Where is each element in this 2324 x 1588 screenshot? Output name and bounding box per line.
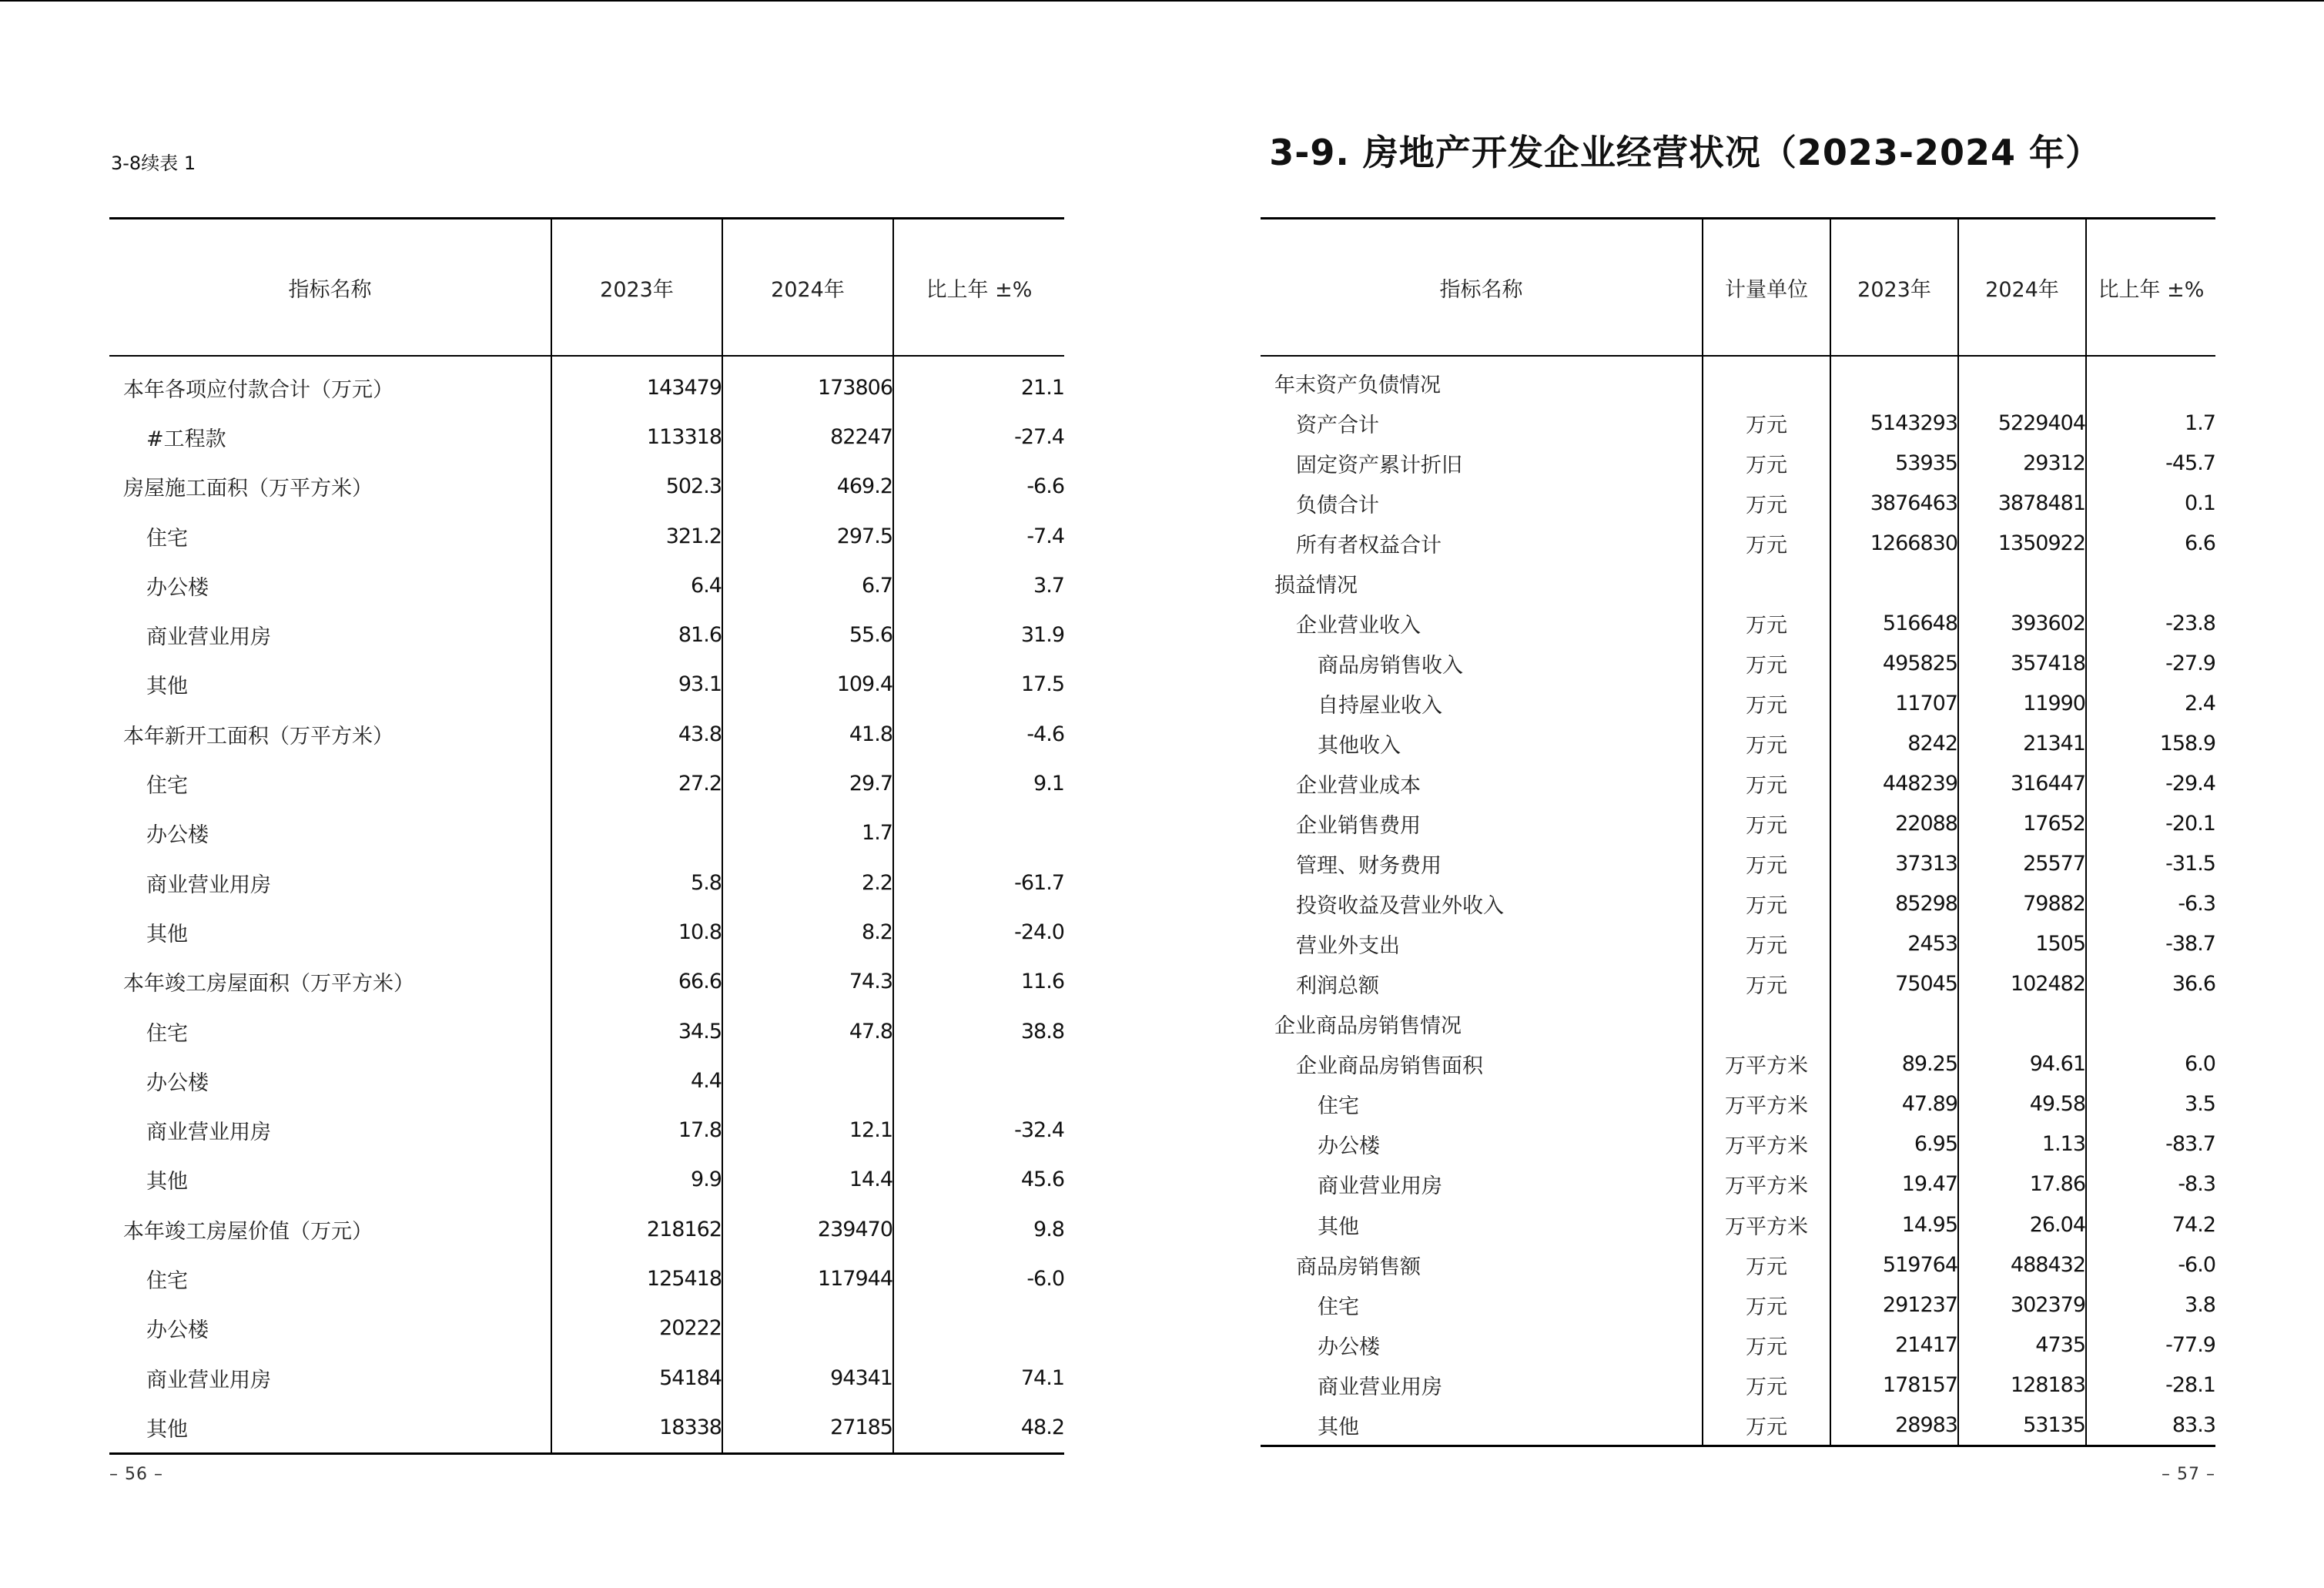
unit-cell: 万元: [1703, 603, 1830, 643]
value-change: -6.6: [893, 462, 1064, 511]
unit-cell: 万元: [1703, 443, 1830, 483]
value-2023: 66.6: [551, 957, 722, 1007]
table-row: [109, 561, 1064, 610]
section-row: [1261, 1004, 2215, 1044]
unit-cell: [1703, 563, 1830, 603]
value-2024: 5229404: [1958, 403, 2086, 443]
value-2023: 21417: [1830, 1325, 1958, 1365]
value-2024: 128183: [1958, 1365, 2086, 1405]
value-change: 0.1: [2086, 483, 2215, 523]
value-2024: 25577: [1958, 844, 2086, 884]
value-2024: 12.1: [722, 1105, 893, 1154]
header-change-percent: 比上年 ±%: [893, 219, 1064, 357]
value-2024: 17.86: [1958, 1164, 2086, 1204]
table-row: [109, 759, 1064, 808]
value-change: 9.1: [893, 759, 1064, 808]
value-change: -83.7: [2086, 1124, 2215, 1164]
table-row: [109, 1254, 1064, 1303]
value-2024: 41.8: [722, 709, 893, 759]
table-title: 3-9. 房地产开发企业经营状况（2023-2024 年）: [1269, 132, 2101, 173]
row-label: 商业营业用房: [146, 1121, 271, 1145]
value-change: 9.8: [893, 1204, 1064, 1254]
row-label: 其他: [146, 1417, 188, 1442]
value-2024: 1.13: [1958, 1124, 2086, 1164]
unit-cell: 万元: [1703, 1285, 1830, 1325]
table-header-row: [109, 219, 1064, 357]
value-2024: 49.58: [1958, 1084, 2086, 1124]
header-year-2024: 2024年: [722, 219, 893, 357]
value-2024: [722, 1056, 893, 1105]
section-label: 年末资产负债情况: [1274, 373, 1441, 397]
unit-cell: 万平方米: [1703, 1044, 1830, 1084]
row-label: 其他收入: [1318, 733, 1401, 758]
value-2024: 357418: [1958, 643, 2086, 683]
header-indicator-name: 指标名称: [109, 219, 551, 357]
row-label: 固定资产累计折旧: [1296, 453, 1462, 477]
row-label: 企业商品房销售面积: [1296, 1054, 1483, 1079]
row-label: 本年新开工面积（万平方米）: [123, 724, 393, 749]
value-2023: [1830, 356, 1958, 403]
section-row: [1261, 356, 2215, 403]
row-label: 商业营业用房: [146, 625, 271, 650]
row-label: #工程款: [146, 427, 226, 451]
row-label: 其他: [1318, 1214, 1359, 1239]
value-2023: 5.8: [551, 858, 722, 907]
value-change: 11.6: [893, 957, 1064, 1007]
value-2024: 14.4: [722, 1155, 893, 1204]
unit-cell: 万元: [1703, 763, 1830, 803]
value-2023: 34.5: [551, 1007, 722, 1056]
unit-cell: 万元: [1703, 804, 1830, 844]
value-change: 3.5: [2086, 1084, 2215, 1124]
table-row: [1261, 683, 2215, 723]
value-change: [893, 809, 1064, 858]
page-number-right: – 57 –: [2162, 1465, 2215, 1484]
value-2024: 2.2: [722, 858, 893, 907]
value-2024: 488432: [1958, 1245, 2086, 1285]
table-row: [109, 660, 1064, 709]
value-2023: 14.95: [1830, 1204, 1958, 1245]
table-row: [1261, 443, 2215, 483]
table-header-row: [1261, 219, 2215, 357]
row-label: 本年竣工房屋价值（万元）: [123, 1219, 373, 1244]
value-2024: 21341: [1958, 723, 2086, 763]
value-2024: 173806: [722, 356, 893, 412]
table-row: [109, 1304, 1064, 1353]
value-2023: 516648: [1830, 603, 1958, 643]
row-label: 利润总额: [1296, 974, 1379, 999]
header-year-2024: 2024年: [1958, 219, 2086, 357]
value-2023: 43.8: [551, 709, 722, 759]
value-2024: 74.3: [722, 957, 893, 1007]
table-row: [1261, 964, 2215, 1004]
value-2023: 19.47: [1830, 1164, 1958, 1204]
table-row: [1261, 1245, 2215, 1285]
table-row: [1261, 924, 2215, 964]
row-label: 商品房销售收入: [1318, 653, 1463, 678]
value-2023: 125418: [551, 1254, 722, 1303]
value-2023: 5143293: [1830, 403, 1958, 443]
value-2023: 3876463: [1830, 483, 1958, 523]
value-2023: 81.6: [551, 610, 722, 659]
continued-table-label: 3-8续表 1: [111, 152, 196, 174]
value-2024: 29312: [1958, 443, 2086, 483]
value-2024: 11990: [1958, 683, 2086, 723]
value-change: -29.4: [2086, 763, 2215, 803]
row-label: 其他: [146, 1170, 188, 1194]
table-row: [109, 1402, 1064, 1453]
value-2024: 302379: [1958, 1285, 2086, 1325]
unit-cell: 万元: [1703, 924, 1830, 964]
table-row: [109, 356, 1064, 412]
value-2024: 109.4: [722, 660, 893, 709]
header-change-percent: 比上年 ±%: [2086, 219, 2215, 357]
table-row: [1261, 723, 2215, 763]
row-label: 投资收益及营业外收入: [1296, 894, 1504, 919]
row-label: 其他: [1318, 1415, 1359, 1439]
value-change: -20.1: [2086, 804, 2215, 844]
value-change: -27.4: [893, 412, 1064, 461]
unit-cell: 万平方米: [1703, 1084, 1830, 1124]
value-change: 48.2: [893, 1402, 1064, 1453]
unit-cell: [1703, 356, 1830, 403]
value-2023: 502.3: [551, 462, 722, 511]
value-change: -4.6: [893, 709, 1064, 759]
value-change: -6.0: [2086, 1245, 2215, 1285]
table-row: [1261, 1325, 2215, 1365]
row-label: 商品房销售额: [1296, 1255, 1421, 1279]
table-row: [109, 610, 1064, 659]
table-row: [109, 858, 1064, 907]
table-row: [109, 462, 1064, 511]
row-label: 办公楼: [146, 1318, 209, 1343]
value-2024: 8.2: [722, 907, 893, 956]
value-2023: 6.4: [551, 561, 722, 610]
unit-cell: 万元: [1703, 884, 1830, 924]
value-2024: 94.61: [1958, 1044, 2086, 1084]
value-change: 3.7: [893, 561, 1064, 610]
table-row: [109, 1056, 1064, 1105]
value-change: -23.8: [2086, 603, 2215, 643]
row-label: 本年各项应付款合计（万元）: [123, 377, 393, 402]
value-2024: 316447: [1958, 763, 2086, 803]
row-label: 资产合计: [1296, 413, 1379, 437]
right-page: [1261, 0, 2215, 1588]
row-label: 住宅: [1318, 1295, 1359, 1319]
value-2023: 6.95: [1830, 1124, 1958, 1164]
value-change: -24.0: [893, 907, 1064, 956]
value-change: 31.9: [893, 610, 1064, 659]
value-2023: 8242: [1830, 723, 1958, 763]
value-change: 2.4: [2086, 683, 2215, 723]
unit-cell: 万平方米: [1703, 1204, 1830, 1245]
row-label: 管理、财务费用: [1296, 854, 1442, 879]
table-row: [109, 1007, 1064, 1056]
row-label: 营业外支出: [1296, 934, 1400, 959]
value-2023: [1830, 563, 1958, 603]
table-row: [1261, 844, 2215, 884]
value-change: -27.9: [2086, 643, 2215, 683]
row-label: 房屋施工面积（万平方米）: [123, 477, 373, 501]
value-change: [2086, 356, 2215, 403]
value-change: 158.9: [2086, 723, 2215, 763]
value-change: 1.7: [2086, 403, 2215, 443]
value-2024: [722, 1304, 893, 1353]
row-label: 其他: [146, 675, 188, 699]
value-change: [893, 1056, 1064, 1105]
value-2024: 29.7: [722, 759, 893, 808]
section-label: 损益情况: [1274, 573, 1358, 598]
table-row: [109, 809, 1064, 858]
header-year-2023: 2023年: [1830, 219, 1958, 357]
value-2024: 239470: [722, 1204, 893, 1254]
table-row: [1261, 1044, 2215, 1084]
value-2023: 47.89: [1830, 1084, 1958, 1124]
unit-cell: 万元: [1703, 523, 1830, 563]
table-row: [1261, 1164, 2215, 1204]
value-2024: 297.5: [722, 511, 893, 561]
table-row: [1261, 1124, 2215, 1164]
continued-statistics-table: [109, 217, 1064, 1455]
row-label: 商业营业用房: [1318, 1174, 1442, 1199]
row-label: 企业销售费用: [1296, 814, 1421, 839]
value-change: 17.5: [893, 660, 1064, 709]
value-2023: 1266830: [1830, 523, 1958, 563]
table-row: [109, 957, 1064, 1007]
value-2023: [551, 809, 722, 858]
value-2024: 469.2: [722, 462, 893, 511]
value-2023: 20222: [551, 1304, 722, 1353]
value-change: -6.3: [2086, 884, 2215, 924]
value-2024: 53135: [1958, 1405, 2086, 1446]
row-label: 办公楼: [146, 1070, 209, 1095]
value-change: 45.6: [893, 1155, 1064, 1204]
value-2023: 37313: [1830, 844, 1958, 884]
table-row: [1261, 1204, 2215, 1245]
page-number-left: – 56 –: [109, 1465, 163, 1484]
value-2024: 26.04: [1958, 1204, 2086, 1245]
row-label: 住宅: [146, 1021, 188, 1046]
section-label: 企业商品房销售情况: [1274, 1014, 1462, 1039]
header-year-2023: 2023年: [551, 219, 722, 357]
value-change: -77.9: [2086, 1325, 2215, 1365]
value-2024: 1350922: [1958, 523, 2086, 563]
value-change: 6.0: [2086, 1044, 2215, 1084]
value-2024: 55.6: [722, 610, 893, 659]
value-2023: 448239: [1830, 763, 1958, 803]
value-change: -32.4: [893, 1105, 1064, 1154]
value-2023: 495825: [1830, 643, 1958, 683]
value-change: 38.8: [893, 1007, 1064, 1056]
value-2023: 18338: [551, 1402, 722, 1453]
value-2023: 54184: [551, 1353, 722, 1402]
value-2023: 22088: [1830, 804, 1958, 844]
unit-cell: 万元: [1703, 1365, 1830, 1405]
unit-cell: 万元: [1703, 483, 1830, 523]
value-2024: 117944: [722, 1254, 893, 1303]
value-change: 36.6: [2086, 964, 2215, 1004]
table-row: [109, 1353, 1064, 1402]
value-2024: 6.7: [722, 561, 893, 610]
value-change: -31.5: [2086, 844, 2215, 884]
row-label: 其他: [146, 922, 188, 946]
value-change: -6.0: [893, 1254, 1064, 1303]
value-2023: 10.8: [551, 907, 722, 956]
value-2024: 3878481: [1958, 483, 2086, 523]
unit-cell: 万元: [1703, 1405, 1830, 1446]
table-row: [1261, 403, 2215, 443]
value-2023: 9.9: [551, 1155, 722, 1204]
value-change: -45.7: [2086, 443, 2215, 483]
value-2024: [1958, 563, 2086, 603]
unit-cell: 万元: [1703, 683, 1830, 723]
value-2023: 89.25: [1830, 1044, 1958, 1084]
value-2024: 47.8: [722, 1007, 893, 1056]
value-2024: 102482: [1958, 964, 2086, 1004]
row-label: 办公楼: [146, 823, 209, 848]
value-2023: 321.2: [551, 511, 722, 561]
value-2024: 17652: [1958, 804, 2086, 844]
value-change: 74.1: [893, 1353, 1064, 1402]
unit-cell: 万元: [1703, 1325, 1830, 1365]
table-row: [1261, 523, 2215, 563]
row-label: 企业营业成本: [1296, 773, 1421, 798]
table-row: [1261, 643, 2215, 683]
header-indicator-name: 指标名称: [1261, 219, 1703, 357]
value-2023: 519764: [1830, 1245, 1958, 1285]
unit-cell: 万元: [1703, 1245, 1830, 1285]
value-change: -7.4: [893, 511, 1064, 561]
value-2024: 79882: [1958, 884, 2086, 924]
row-label: 负债合计: [1296, 493, 1379, 518]
value-change: 74.2: [2086, 1204, 2215, 1245]
value-2023: [1830, 1004, 1958, 1044]
row-label: 商业营业用房: [146, 873, 271, 897]
left-page: [109, 0, 1064, 1588]
header-unit: 计量单位: [1703, 219, 1830, 357]
table-row: [109, 412, 1064, 461]
value-2023: 85298: [1830, 884, 1958, 924]
value-2023: 27.2: [551, 759, 722, 808]
value-change: -8.3: [2086, 1164, 2215, 1204]
table-row: [109, 1155, 1064, 1204]
value-2024: 4735: [1958, 1325, 2086, 1365]
value-2023: 75045: [1830, 964, 1958, 1004]
value-2024: 1505: [1958, 924, 2086, 964]
value-2023: 178157: [1830, 1365, 1958, 1405]
row-label: 自持屋业收入: [1318, 693, 1442, 718]
unit-cell: 万元: [1703, 723, 1830, 763]
value-2023: 28983: [1830, 1405, 1958, 1446]
value-2023: 291237: [1830, 1285, 1958, 1325]
table-row: [109, 511, 1064, 561]
value-2023: 113318: [551, 412, 722, 461]
value-change: 3.8: [2086, 1285, 2215, 1325]
row-label: 办公楼: [1318, 1335, 1380, 1359]
real-estate-operations-table: [1261, 217, 2215, 1447]
row-label: 住宅: [146, 1268, 188, 1293]
value-2023: 17.8: [551, 1105, 722, 1154]
row-label: 住宅: [146, 526, 188, 551]
unit-cell: 万元: [1703, 403, 1830, 443]
row-label: 住宅: [1318, 1094, 1359, 1119]
value-2023: 143479: [551, 356, 722, 412]
table-row: [1261, 1365, 2215, 1405]
value-change: [2086, 1004, 2215, 1044]
value-2024: [1958, 356, 2086, 403]
unit-cell: 万元: [1703, 844, 1830, 884]
value-2023: 93.1: [551, 660, 722, 709]
row-label: 商业营业用房: [146, 1368, 271, 1392]
table-row: [1261, 1285, 2215, 1325]
value-2023: 218162: [551, 1204, 722, 1254]
value-change: [893, 1304, 1064, 1353]
value-2024: 82247: [722, 412, 893, 461]
row-label: 商业营业用房: [1318, 1375, 1442, 1399]
unit-cell: 万平方米: [1703, 1124, 1830, 1164]
row-label: 住宅: [146, 774, 188, 799]
value-change: 6.6: [2086, 523, 2215, 563]
table-row: [1261, 603, 2215, 643]
value-change: [2086, 563, 2215, 603]
value-2024: 27185: [722, 1402, 893, 1453]
value-2023: 53935: [1830, 443, 1958, 483]
value-change: 83.3: [2086, 1405, 2215, 1446]
value-change: -28.1: [2086, 1365, 2215, 1405]
value-change: -61.7: [893, 858, 1064, 907]
value-2024: 393602: [1958, 603, 2086, 643]
value-change: -38.7: [2086, 924, 2215, 964]
row-label: 本年竣工房屋面积（万平方米）: [123, 972, 414, 997]
table-row: [1261, 884, 2215, 924]
value-2024: [1958, 1004, 2086, 1044]
unit-cell: 万元: [1703, 643, 1830, 683]
unit-cell: [1703, 1004, 1830, 1044]
unit-cell: 万平方米: [1703, 1164, 1830, 1204]
section-row: [1261, 563, 2215, 603]
value-2024: 94341: [722, 1353, 893, 1402]
row-label: 办公楼: [146, 575, 209, 600]
row-label: 办公楼: [1318, 1134, 1380, 1159]
row-label: 企业营业收入: [1296, 613, 1421, 638]
table-row: [1261, 1405, 2215, 1446]
value-2023: 11707: [1830, 683, 1958, 723]
unit-cell: 万元: [1703, 964, 1830, 1004]
table-row: [1261, 804, 2215, 844]
row-label: 所有者权益合计: [1296, 533, 1442, 558]
value-change: 21.1: [893, 356, 1064, 412]
table-row: [1261, 483, 2215, 523]
table-row: [109, 1204, 1064, 1254]
table-row: [1261, 763, 2215, 803]
value-2024: 1.7: [722, 809, 893, 858]
table-row: [109, 907, 1064, 956]
table-row: [109, 709, 1064, 759]
table-row: [109, 1105, 1064, 1154]
table-row: [1261, 1084, 2215, 1124]
value-2023: 2453: [1830, 924, 1958, 964]
value-2023: 4.4: [551, 1056, 722, 1105]
